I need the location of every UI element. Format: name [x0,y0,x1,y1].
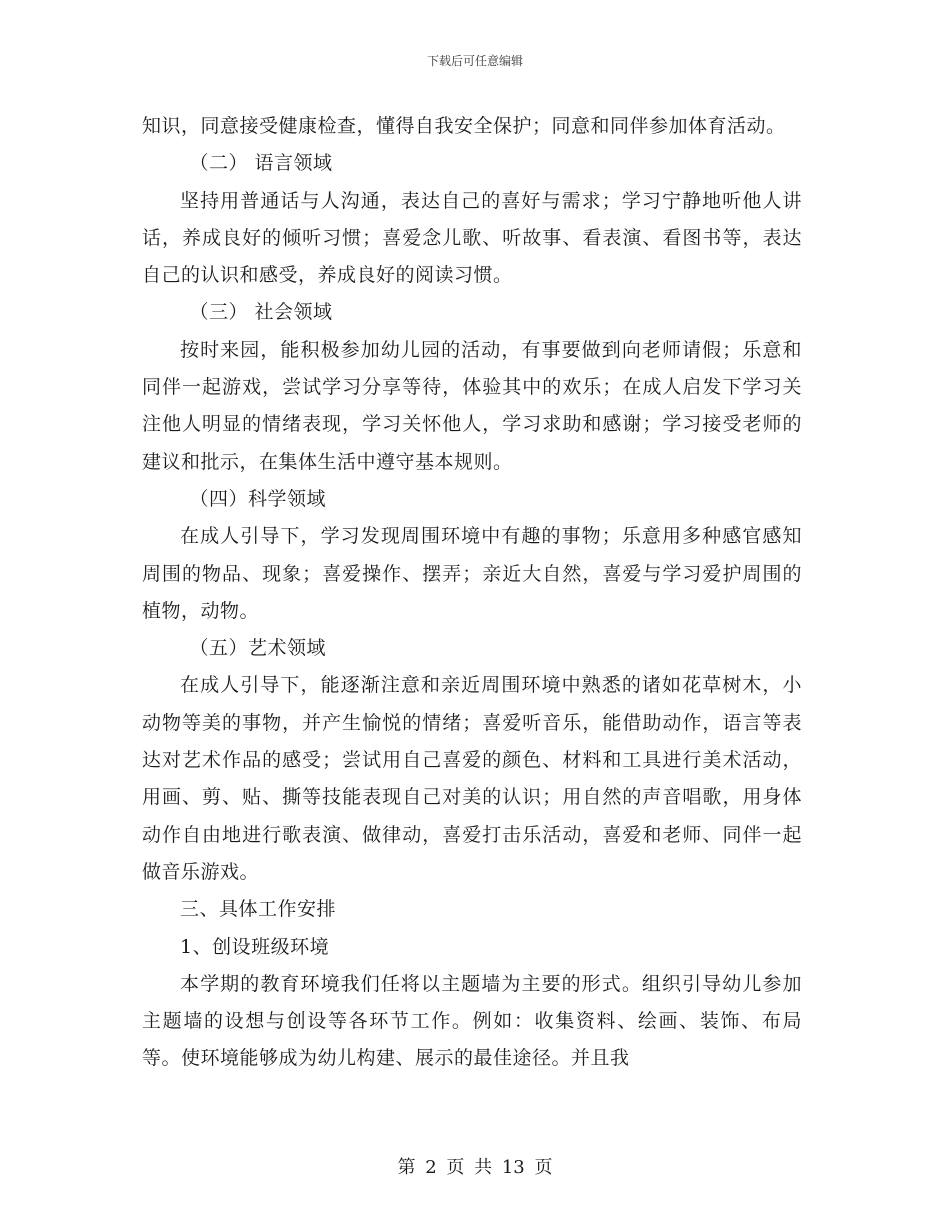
section-heading-art: （五）艺术领域 [189,637,327,660]
section-heading-science: （四）科学领域 [189,487,327,510]
page-number-footer: 第 2 页 共 13 页 [397,1157,553,1178]
subsection-heading-class-environment: 1、创设班级环境 [180,935,330,958]
document-body [142,108,802,1078]
paragraph: 在成人引导下，能逐渐注意和亲近周围环境中熟悉的诸如花草树木，小动物等美的事物，并产生愉悦的情绪；喜爱听音乐，能借助动作，语言等表达对艺术作品的感受；尝试用自己喜爱的颜色、材料和工具进行美术活动，用画、剪、贴、撕等技能表现自己对美的认识；用自然的声音唱歌，用身体动作自由地进行歌表演、做律动，喜爱打击乐活动，喜爱和老师、同伴一起做音乐游戏。 [142,674,802,883]
section-heading-social: （三） 社会领域 [189,301,333,324]
paragraph: 在成人引导下，学习发现周围环境中有趣的事物；乐意用多种感官感知周围的物品、现象；喜爱操作、摆弄；亲近大自然，喜爱与学习爱护周围的植物，动物。 [142,525,802,622]
header-note: 下载后可任意编辑 [426,54,523,68]
paragraph: 坚持用普通话与人沟通，表达自己的喜好与需求；学习宁静地听他人讲话，养成良好的倾听习惯；喜爱念儿歌、听故事、看表演、看图书等，表达自己的认识和感受，养成良好的阅读习惯。 [142,189,802,287]
paragraph: 按时来园，能积极参加幼儿园的活动，有事要做到向老师请假；乐意和同伴一起游戏，尝试学习分享等待，体验其中的欢乐；在成人启发下学习关注他人明显的情绪表现，学习关怀他人，学习求助和感谢；学习接受老师的建议和批示，在集体生活中遵守基本规则。 [142,338,802,473]
paragraph: 本学期的教育环境我们任将以主题墙为主要的形式。组织引导幼儿参加主题墙的设想与创设等各环节工作。例如：收集资料、绘画、装饰、布局等。使环境能够成为幼儿构建、展示的最佳途径。并且我 [142,972,802,1070]
paragraph: 知识，同意接受健康检查，懂得自我安全保护；同意和同伴参加体育活动。 [142,115,786,137]
section-heading-work-plan: 三、具体工作安排 [180,898,337,921]
section-heading-language: （二） 语言领域 [189,152,333,175]
